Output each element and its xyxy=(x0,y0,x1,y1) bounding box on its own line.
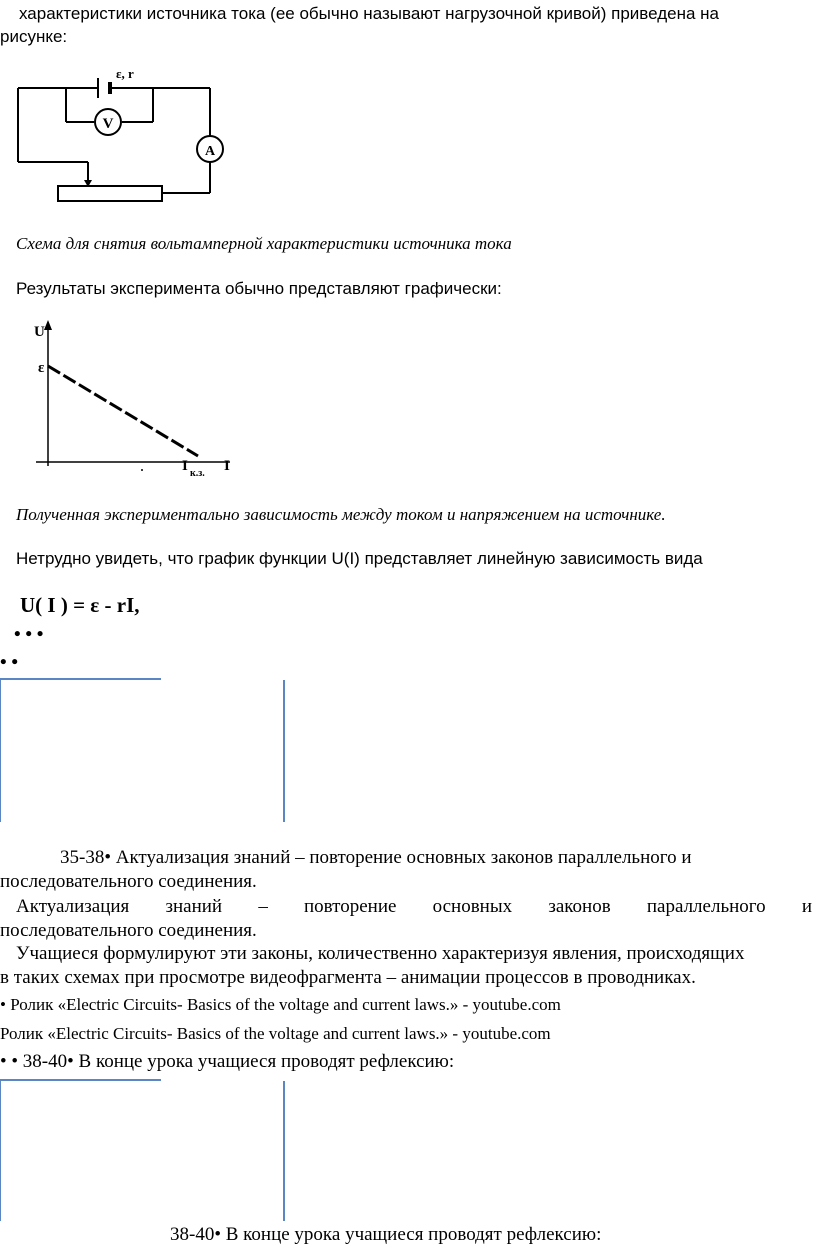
frame-2-right-line xyxy=(283,1081,285,1221)
reflection-line-2: 38-40• В конце урока учащиеся проводят рефлексию: xyxy=(170,1224,602,1245)
y-axis-label: U xyxy=(34,324,45,340)
intro-line-2: рисунке: xyxy=(0,27,68,46)
graph-caption: Полученная экспериментально зависимость между током и напряжением на источнике. xyxy=(16,505,666,524)
battery-label: ε, r xyxy=(116,66,134,81)
paragraph-2-line-2: последовательного соединения. xyxy=(0,920,257,941)
emf-label: ε xyxy=(38,360,45,376)
reflection-line-1: • • 38-40• В конце урока учащиеся проводят рефлексию: xyxy=(0,1051,455,1072)
empty-frame-1 xyxy=(0,678,161,822)
circuit-diagram xyxy=(0,62,240,212)
formula: U( I ) = ε - rI, xyxy=(20,593,140,617)
ui-graph xyxy=(30,318,250,478)
y-axis-arrow-icon xyxy=(44,320,52,330)
ammeter-label: A xyxy=(204,144,216,159)
empty-frame-2 xyxy=(0,1079,161,1221)
short-circuit-sub: к.з. xyxy=(190,468,205,478)
video-link-2[interactable]: Ролик «Electric Circuits- Basics of the voltage and current laws.» - youtube.com xyxy=(0,1024,551,1043)
paragraph-1-line-2: последовательного соединения. xyxy=(0,871,257,892)
frame-1-right-line xyxy=(283,680,285,822)
bullets-row-2: • • xyxy=(0,652,19,673)
paragraph-3-line-2: в таких схемах при просмотре видеофрагмента – анимации процессов в проводниках. xyxy=(0,967,696,988)
short-circuit-label: I xyxy=(182,458,188,474)
voltmeter-label: V xyxy=(102,116,114,132)
paragraph-2-line-1: Актуализация знаний – повторение основных законов параллельного и xyxy=(16,896,812,917)
voltmeter-icon xyxy=(95,109,121,135)
results-text: Результаты эксперимента обычно представляют графически: xyxy=(16,279,502,298)
load-line xyxy=(48,366,198,456)
bullets-row-1: • • • xyxy=(14,624,44,645)
intro-line-1: характеристики источника тока (ее обычно называют нагрузочной кривой) приведена на xyxy=(19,4,719,23)
video-link-1[interactable]: • Ролик «Electric Circuits- Basics of the voltage and current laws.» - youtube.com xyxy=(0,995,561,1014)
battery-icon xyxy=(98,78,110,98)
circuit-caption: Схема для снятия вольтамперной характеристики источника тока xyxy=(16,234,512,253)
x-axis-label: I xyxy=(224,458,230,474)
ammeter-icon xyxy=(197,136,223,162)
paragraph-3-line-1: Учащиеся формулируют эти законы, количественно характеризуя явления, происходящих xyxy=(16,943,745,964)
rheostat-icon xyxy=(58,180,162,201)
paragraph-1-line-1: 35-38• Актуализация знаний – повторение основных законов параллельного и xyxy=(60,847,692,868)
linear-text: Нетрудно увидеть, что график функции U(I) представляет линейную зависимость вида xyxy=(16,549,703,568)
